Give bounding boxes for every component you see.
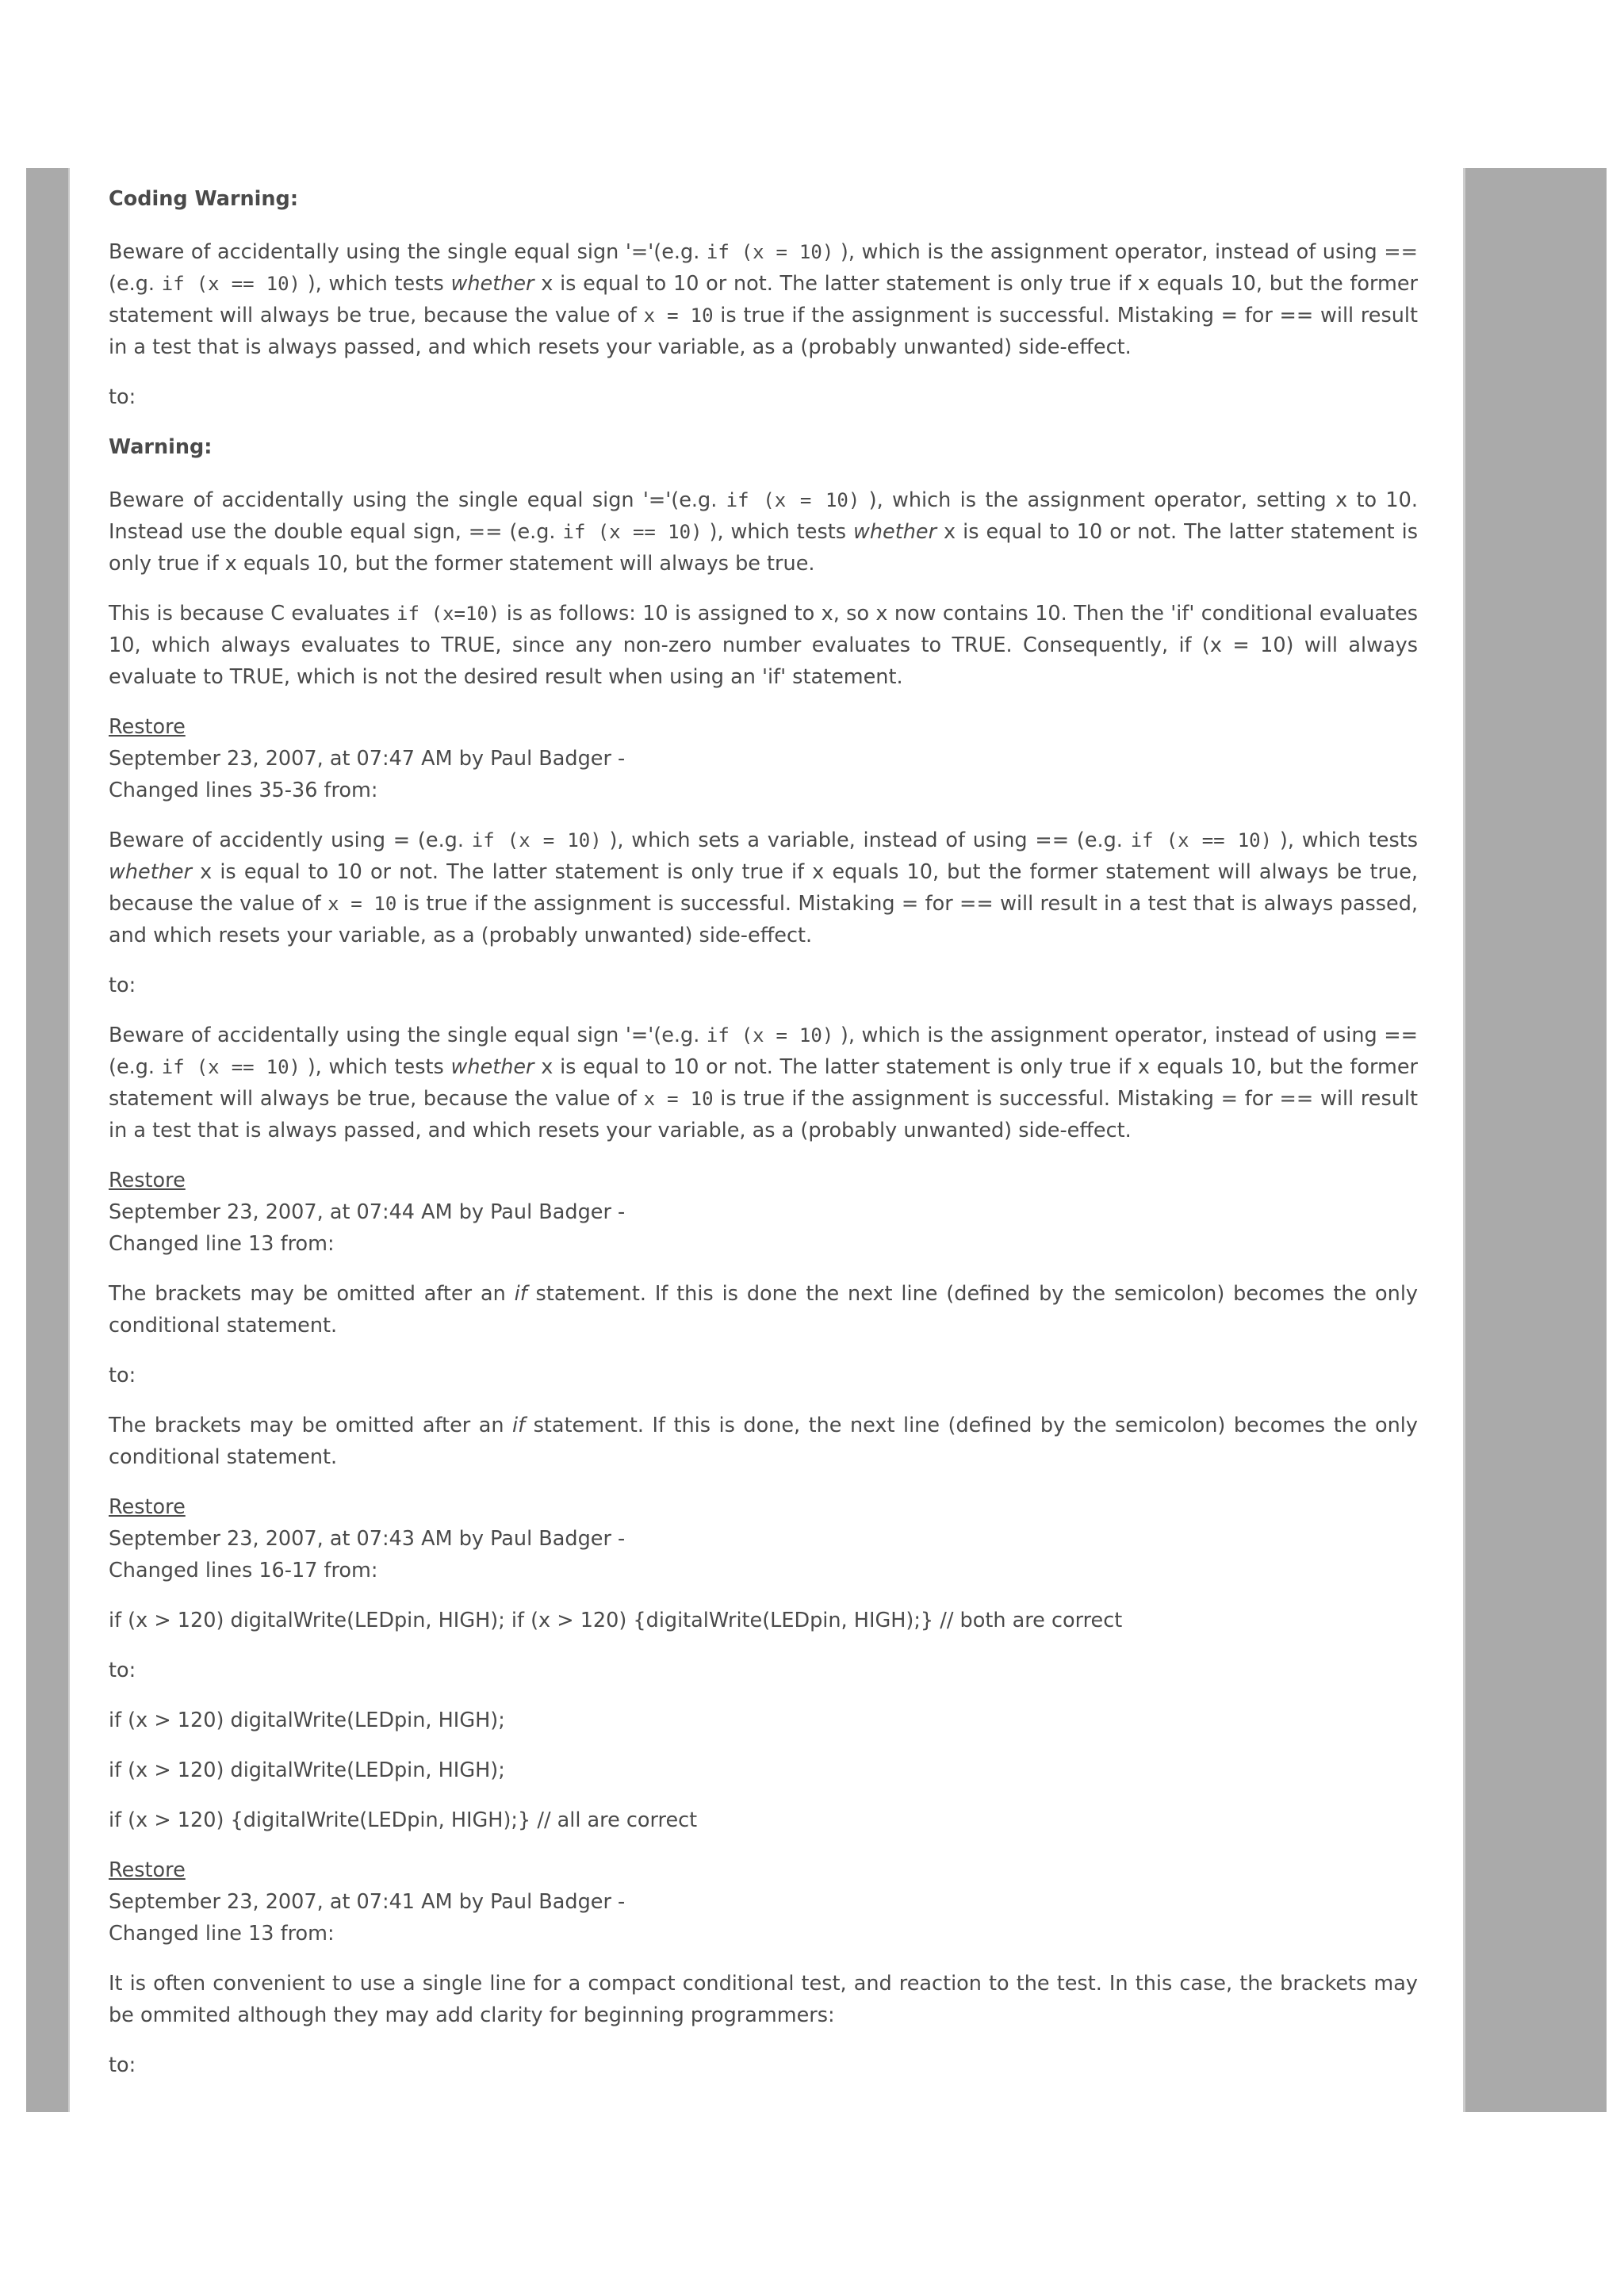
left-margin-rule — [68, 168, 70, 2112]
paragraph — [109, 825, 1418, 951]
revision-date: September 23, 2007, at 07:44 AM by Paul Badger - — [109, 1200, 626, 1224]
restore-link[interactable]: Restore — [109, 1858, 186, 1882]
text-run: to: — [109, 1364, 136, 1387]
text-run: if (x > 120) digitalWrite(LEDpin, HIGH); — [109, 1758, 505, 1782]
text-run: Beware of accidentally using the single equal sign '='(e.g. — [109, 1024, 707, 1047]
change-summary: Changed lines 16-17 from: — [109, 1559, 378, 1582]
restore-line — [109, 1165, 1418, 1196]
text-run: ), which sets a variable, instead of using == (e.g. — [601, 828, 1131, 852]
emphasis: if — [514, 1282, 527, 1306]
text-run: ), which is the assignment operator, instead of using == (e.g. — [109, 1024, 1418, 1079]
left-margin-bar — [26, 168, 68, 2112]
text-run: is as follows: 10 is assigned to x, so x now contains 10. Then the 'if' conditional evaluates 10, which always evaluates to TRUE, since any non-zero number evaluates to TRUE. Consequently, if (x = 10) will always evaluate to TRUE, which is not the desired result when using an 'if' statement. — [109, 602, 1418, 689]
restore-link[interactable]: Restore — [109, 1495, 186, 1519]
restore-line — [109, 1854, 1418, 1886]
restore-line — [109, 711, 1418, 743]
text-run: ), which tests — [301, 1055, 451, 1079]
revision-date: September 23, 2007, at 07:41 AM by Paul Badger - — [109, 1890, 626, 1914]
text-run: is true if the assignment is successful. Mistaking = for == will result in a test that is always passed, and which resets your variable, as a (probably unwanted) side-effect. — [109, 892, 1418, 947]
inline-code: if (x == 10) — [1130, 829, 1273, 851]
text-run: ), which is the assignment operator, instead of using == (e.g. — [109, 240, 1418, 296]
text-run: ), which is the assignment operator, setting x to 10. Instead use the double equal sign, == (e.g. — [109, 488, 1418, 544]
change-summary: Changed line 13 from: — [109, 1922, 335, 1946]
paragraph — [109, 1605, 1418, 1636]
inline-code: if (x=10) — [396, 603, 500, 625]
revision-date: September 23, 2007, at 07:43 AM by Paul Badger - — [109, 1527, 626, 1551]
paragraph — [109, 598, 1418, 693]
inline-code: if (x = 10) — [706, 241, 834, 263]
text-run: x is equal to 10 or not. The latter statement is only true if x equals 10, but the former statement will always be true, because the value of — [109, 860, 1418, 916]
text-run: Beware of accidently using = (e.g. — [109, 828, 472, 852]
paragraph — [109, 1968, 1418, 2031]
text-run: is true if the assignment is successful. Mistaking = for == will result in a test that is always passed, and which resets your variable, as a (probably unwanted) side-effect. — [109, 304, 1418, 359]
text-run: if (x > 120) {digitalWrite(LEDpin, HIGH);} // all are correct — [109, 1808, 698, 1832]
text-run: statement. If this is done, the next line (defined by the semicolon) becomes the only conditional statement. — [109, 1414, 1418, 1469]
text-run: statement. If this is done the next line (defined by the semicolon) becomes the only conditional statement. — [109, 1282, 1418, 1337]
text-run: The brackets may be omitted after an — [109, 1414, 513, 1437]
text-run: if (x > 120) digitalWrite(LEDpin, HIGH); — [109, 1709, 505, 1732]
emphasis: if — [512, 1414, 526, 1437]
text-run: ), which tests — [1272, 828, 1419, 852]
change-summary: Changed line 13 from: — [109, 1232, 335, 1256]
inline-code: if (x == 10) — [562, 521, 703, 543]
change-summary: Changed lines 35-36 from: — [109, 779, 378, 802]
restore-link[interactable]: Restore — [109, 1169, 186, 1192]
emphasis: whether — [109, 860, 193, 884]
paragraph — [109, 381, 1418, 413]
inline-code: if (x = 10) — [706, 1024, 834, 1047]
text-run: x is equal to 10 or not. The latter statement is only true if x equals 10, but the former statement will always be true. — [109, 520, 1418, 576]
section-heading: Coding Warning: — [109, 187, 299, 211]
paragraph — [109, 1278, 1418, 1341]
text-run: ), which tests — [301, 272, 451, 296]
text-run: x is equal to 10 or not. The latter statement is only true if x equals 10, but the former statement will always be true, because the value of — [109, 272, 1418, 327]
text-run: Beware of accidentally using the single equal sign '='(e.g. — [109, 240, 707, 264]
restore-line — [109, 1491, 1418, 1523]
emphasis: whether — [450, 272, 534, 296]
text-run: to: — [109, 1659, 136, 1682]
text-run: to: — [109, 385, 136, 409]
inline-code: if (x = 10) — [471, 829, 602, 851]
right-margin-bar — [1465, 168, 1607, 2112]
inline-code: x = 10 — [643, 1088, 714, 1110]
paragraph — [109, 1410, 1418, 1473]
emphasis: whether — [853, 520, 937, 544]
paragraph — [109, 1020, 1418, 1146]
text-run: x is equal to 10 or not. The latter statement is only true if x equals 10, but the former statement will always be true, because the value of — [109, 1055, 1418, 1111]
paragraph — [109, 484, 1418, 580]
paragraph — [109, 1804, 1418, 1836]
paragraph — [109, 970, 1418, 1001]
paragraph — [109, 236, 1418, 363]
revision-date: September 23, 2007, at 07:47 AM by Paul Badger - — [109, 747, 626, 771]
paragraph — [109, 1705, 1418, 1736]
text-run: Beware of accidentally using the single equal sign '='(e.g. — [109, 488, 726, 512]
text-run: It is often convenient to use a single line for a compact conditional test, and reaction to the test. In this case, the brackets may be ommited although they may add clarity for beginning programmers: — [109, 1972, 1418, 2027]
text-run: This is because C evaluates — [109, 602, 397, 626]
paragraph — [109, 1755, 1418, 1786]
paragraph — [109, 2049, 1418, 2081]
inline-code: x = 10 — [643, 304, 714, 327]
text-run: to: — [109, 2053, 136, 2077]
inline-code: if (x == 10) — [161, 273, 301, 295]
paragraph — [109, 1655, 1418, 1686]
paragraph — [109, 1360, 1418, 1391]
restore-link[interactable]: Restore — [109, 715, 186, 739]
inline-code: x = 10 — [327, 893, 397, 915]
page-history-content — [109, 183, 1418, 2099]
text-run: is true if the assignment is successful. Mistaking = for == will result in a test that is always passed, and which resets your variable, as a (probably unwanted) side-effect. — [109, 1087, 1418, 1142]
section-heading: Warning: — [109, 435, 213, 459]
inline-code: if (x == 10) — [161, 1056, 301, 1078]
text-run: The brackets may be omitted after an — [109, 1282, 515, 1306]
emphasis: whether — [450, 1055, 534, 1079]
text-run: to: — [109, 974, 136, 997]
inline-code: if (x = 10) — [726, 489, 860, 511]
text-run: if (x > 120) digitalWrite(LEDpin, HIGH); if (x > 120) {digitalWrite(LEDpin, HIGH);} // both are correct — [109, 1609, 1123, 1632]
text-run: ), which tests — [702, 520, 854, 544]
